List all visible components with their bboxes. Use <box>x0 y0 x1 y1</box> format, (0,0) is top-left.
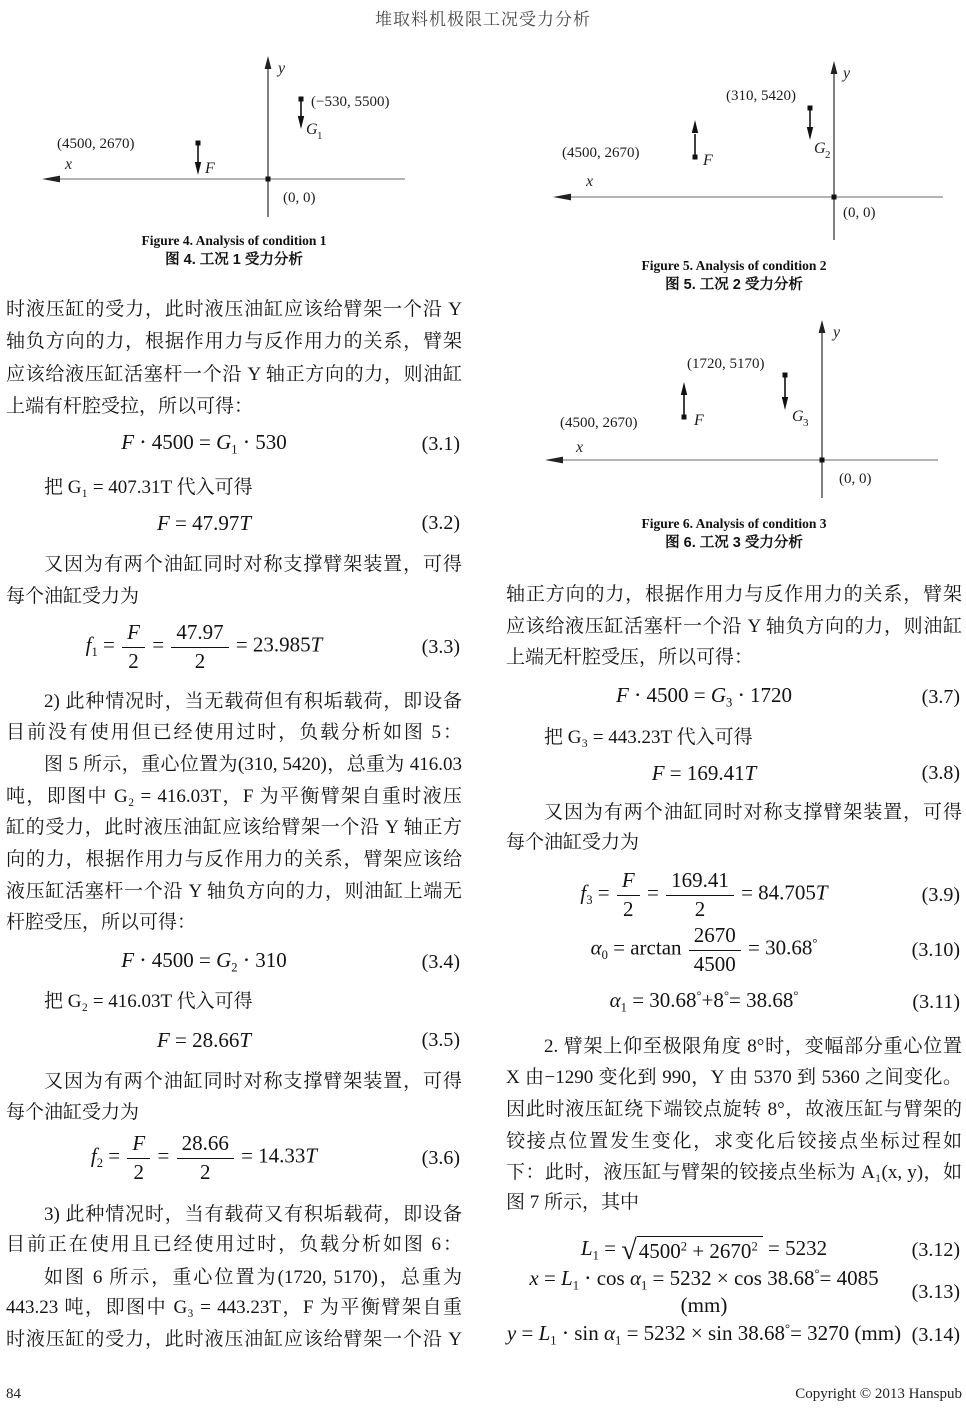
equation <box>506 757 962 789</box>
force-symbol: F <box>205 160 215 177</box>
body-text-line: 把 G₁ = 407.31T 代入可得 <box>44 477 253 498</box>
body-text-line: 每个油缸受力为 <box>506 832 640 853</box>
equation-body: $L_1$ = √ $4500^2 + 2670^2$ = 5232 <box>580 1235 828 1267</box>
body-text-line: 轴正方向的力，根据作用力与反作用力的关系，臂架 <box>506 584 962 605</box>
body-text-line: 又因为有两个油缸同时对称支撑臂架装置，可得 <box>44 1071 462 1092</box>
body-text-line: 向的力，根据作用力与反作用力的关系，臂架应该给 <box>6 849 462 870</box>
equation <box>506 1265 962 1318</box>
body-text-line: 又因为有两个油缸同时对称支撑臂架装置，可得 <box>544 802 962 823</box>
equation <box>506 1230 962 1270</box>
force-point-label: (4500, 2670) <box>560 415 638 431</box>
equation-number: (3.3) <box>421 635 460 658</box>
body-text-line: 杆腔受压，所以可得： <box>6 912 197 933</box>
gravity-force-symbol: G <box>814 140 826 157</box>
body-text-line: 如图 6 所示，重心位置为(1720, 5170)，总重为 <box>44 1267 462 1288</box>
figure6-caption-zh: 图 6. 工况 3 受力分析 <box>665 535 803 551</box>
equation-body: $F \cdot 4500 = G_1 \cdot 530$ <box>121 430 287 457</box>
body-text-line: 2. 臂架上仰至极限角度 8°时，变幅部分重心位置 <box>544 1036 962 1057</box>
equation-number: (3.14) <box>911 1323 960 1346</box>
equation <box>6 428 462 460</box>
body-text-line: 目前没有使用但已经使用过时，负载分析如图 5： <box>6 722 462 743</box>
gravity-force-symbol: G <box>306 121 318 138</box>
equation-number: (3.5) <box>421 1028 460 1051</box>
body-text-line: X 由−1290 变化到 990，Y 由 5370 到 5360 之间变化。 <box>506 1067 962 1088</box>
gravity-point-label: (310, 5420) <box>726 88 796 104</box>
equation-body: $y = L_1 \cdot \sin \alpha_1 = 5232 \times \sin 38.68^\circ= 3270$ (mm) <box>506 1321 902 1348</box>
equation-number: (3.13) <box>911 1280 960 1303</box>
body-text-line: 2) 此种情况时，当无载荷但有积垢载荷，即设备 <box>44 691 462 712</box>
equation-body: $x = L_1 \cdot \cos \alpha_1 = 5232 \times \cos 38.68^\circ= 4085$ (mm) <box>529 1265 879 1318</box>
equation-number: (3.4) <box>421 950 460 973</box>
force-symbol: F <box>703 152 713 169</box>
force-symbol: F <box>694 412 704 429</box>
body-text-line: 吨，即图中 G₂ = 416.03T，F 为平衡臂架自重时液压 <box>6 786 462 807</box>
equation <box>6 612 462 682</box>
equation-number: (3.2) <box>421 511 460 534</box>
origin-label: (0, 0) <box>839 471 872 487</box>
equation-number: (3.7) <box>921 685 960 708</box>
body-text-line: 图 5 所示，重心位置为(310, 5420)，总重为 416.03 <box>44 754 462 775</box>
body-text-line: 3) 此种情况时，当有载荷又有积垢载荷，即设备 <box>44 1204 462 1225</box>
gravity-force-subscript: 3 <box>803 417 809 429</box>
x-axis-label: x <box>65 156 73 173</box>
body-text-line: 时液压缸的受力，此时液压油缸应该给臂架一个沿 Y <box>6 299 462 320</box>
y-axis-label: y <box>833 324 841 341</box>
equation-number: (3.9) <box>921 883 960 906</box>
figure4-caption-en: Figure 4. Analysis of condition 1 <box>141 233 327 248</box>
body-text-line: 每个油缸受力为 <box>6 586 140 607</box>
origin-label: (0, 0) <box>843 205 876 221</box>
equation-number: (3.11) <box>912 990 960 1013</box>
figure5-caption-zh: 图 5. 工况 2 受力分析 <box>665 277 803 293</box>
left-column <box>6 0 462 1414</box>
x-axis-label: x <box>586 173 594 190</box>
page-header-title: 堆取料机极限工况受力分析 <box>375 10 591 29</box>
gravity-point-label: (−530, 5500) <box>311 94 390 110</box>
body-text-line: 443.23 吨，即图中 G₃ = 443.23T，F 为平衡臂架自重 <box>6 1297 462 1318</box>
body-text-line: 液压缸活塞杆一个沿 Y 轴负方向的力，则油缸上端无 <box>6 881 462 902</box>
gravity-force-subscript: 1 <box>317 130 323 142</box>
equation-body: $\alpha_1 = 30.68^\circ+8^\circ= 38.68^\circ$ <box>609 988 799 1015</box>
x-axis-label: x <box>576 439 584 456</box>
copyright-notice: Copyright © 2013 Hanspub <box>795 1386 962 1402</box>
equation-number: (3.1) <box>421 432 460 455</box>
figure5-caption-en: Figure 5. Analysis of condition 2 <box>641 258 827 273</box>
body-text-line: 铰接点位置发生变化，求变化后铰接点坐标过程如 <box>506 1131 962 1152</box>
body-text-line: 目前正在使用且已经使用过时，负载分析如图 6： <box>6 1234 462 1255</box>
figure4-caption-zh: 图 4. 工况 1 受力分析 <box>165 252 303 268</box>
equation <box>6 1123 462 1193</box>
page-number: 84 <box>6 1386 21 1402</box>
equation <box>506 681 962 713</box>
equation-body: $\alpha_0 = \arctan$ $\frac{2670}{4500}$ = 30.68° <box>590 923 818 976</box>
origin-label: (0, 0) <box>283 190 316 206</box>
equation-body: $F \cdot 4500 = G_2 \cdot 310$ <box>121 948 287 975</box>
equation-body: $f_3$ = $\frac{F}{2}$ = $\frac{169.41}{2}$ = 84.705T <box>580 868 828 921</box>
gravity-point-label: (1720, 5170) <box>687 356 765 372</box>
equation-body: $f_2$ = $\frac{F}{2}$ = $\frac{28.66}{2}$ = 14.33T <box>90 1131 318 1184</box>
body-text-line: 每个油缸受力为 <box>6 1102 140 1123</box>
equation <box>506 1319 962 1351</box>
y-axis-label: y <box>278 60 286 77</box>
body-text-line: 把 G₂ = 416.03T 代入可得 <box>44 991 253 1012</box>
body-text-line: 应该给液压缸活塞杆一个沿 Y 轴负方向的力，则油缸 <box>506 616 962 637</box>
body-text-line: 应该给液压缸活塞杆一个沿 Y 轴正方向的力，则油缸 <box>6 364 462 385</box>
equation-body: F = 28.66T <box>156 1027 252 1052</box>
equation-number: (3.12) <box>911 1238 960 1261</box>
body-text-line: 因此时液压缸绕下端铰点旋转 8°，故液压缸与臂架的 <box>506 1099 962 1120</box>
body-text-line: 时液压缸的受力，此时液压油缸应该给臂架一个沿 Y <box>6 1329 462 1350</box>
equation <box>6 1024 462 1056</box>
equation-body: $F \cdot 4500 = G_3 \cdot 1720$ <box>615 683 793 710</box>
force-point-label: (4500, 2670) <box>562 145 640 161</box>
body-text-line: 轴负方向的力，根据作用力与反作用力的关系，臂架 <box>6 331 462 352</box>
figure6-caption-en: Figure 6. Analysis of condition 3 <box>641 516 827 531</box>
body-text-line: 下：此时，液压缸与臂架的铰接点坐标为 A₁(x, y)，如 <box>506 1162 962 1183</box>
body-text-line: 图 7 所示，其中 <box>506 1192 640 1213</box>
body-text-line: 上端无杆腔受压，所以可得： <box>506 647 754 668</box>
body-text-line: 缸的受力，此时液压油缸应该给臂架一个沿 Y 轴正方 <box>6 817 462 838</box>
equation-body: F = 169.41T <box>651 760 757 785</box>
equation-number: (3.6) <box>421 1146 460 1169</box>
equation <box>6 507 462 539</box>
gravity-force-subscript: 2 <box>825 149 831 161</box>
equation <box>506 915 962 985</box>
equation-number: (3.10) <box>911 938 960 961</box>
body-text-line: 又因为有两个油缸同时对称支撑臂架装置，可得 <box>44 554 462 575</box>
equation <box>6 946 462 978</box>
y-axis-label: y <box>843 65 851 82</box>
equation <box>506 986 962 1018</box>
body-text-line: 上端有杆腔受拉，所以可得： <box>6 396 254 417</box>
equation-body: $f_1$ = $\frac{F}{2}$ = $\frac{47.97}{2}$ = 23.985T <box>85 620 323 673</box>
body-text-line: 把 G₃ = 443.23T 代入可得 <box>544 727 753 748</box>
equation-body: F = 47.97T <box>156 510 252 535</box>
equation-number: (3.8) <box>921 761 960 784</box>
right-column <box>506 0 962 1414</box>
force-point-label: (4500, 2670) <box>57 136 135 152</box>
gravity-force-symbol: G <box>792 408 804 425</box>
